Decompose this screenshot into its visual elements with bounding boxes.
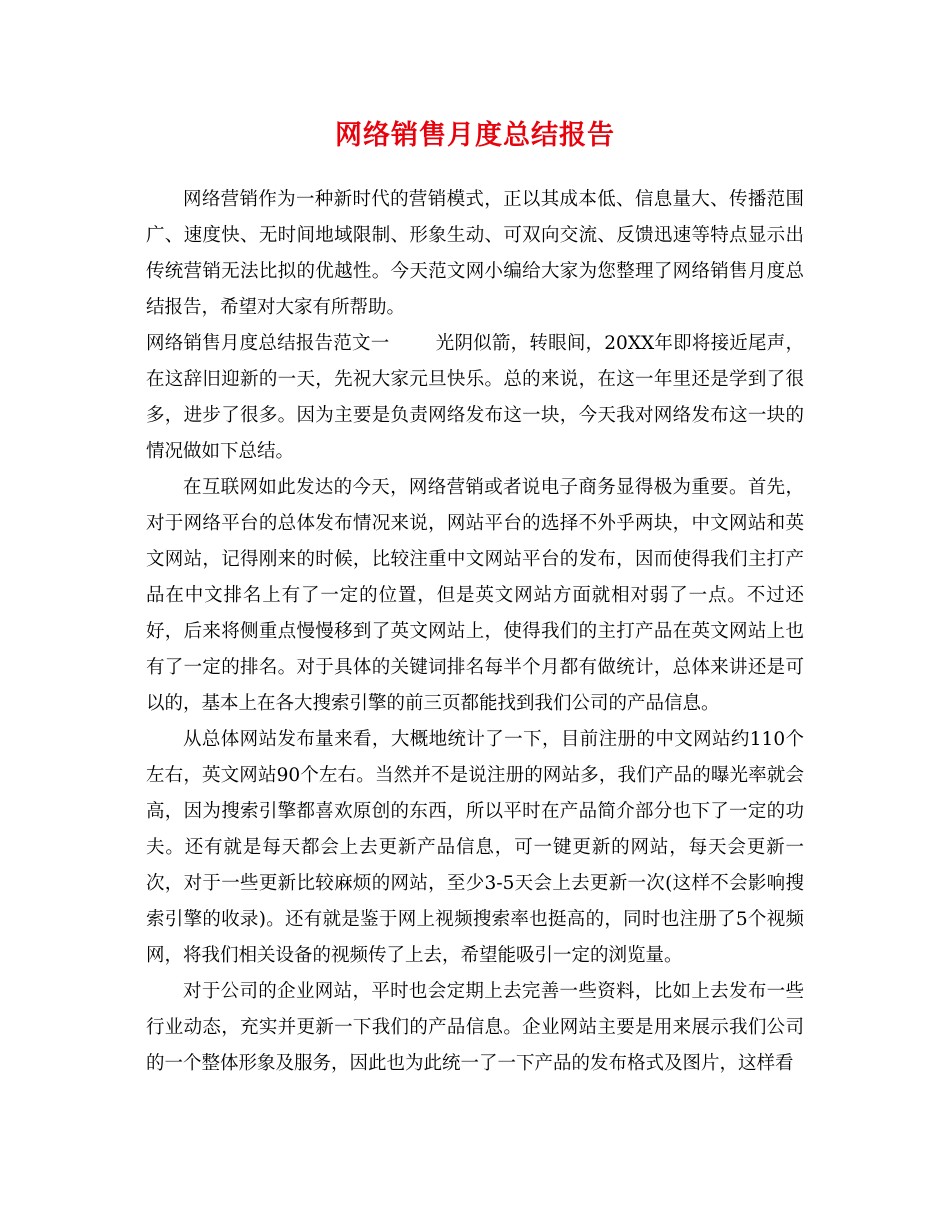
document-title: 网络销售月度总结报告 [335,120,615,151]
document-body [146,182,804,1082]
body-paragraph-1: 在互联网如此发达的今天，网络营销或者说电子商务显得极为重要。首先，对于网络平台的总体发布情况来说，网站平台的选择不外乎两块，中文网站和英文网站，记得刚来的时候，比较注重中文网站平台的发布，因而使得我们主打产品在中文排名上有了一定的位置，但是英文网站方面就相对弱了一点。不过还好，后来将侧重点慢慢移到了英文网站上，使得我们的主打产品在英文网站上也有了一定的排名。对于具体的关键词排名每半个月都有做统计，总体来讲还是可以的，基本上在各大搜索引擎的前三页都能找到我们公司的产品信息。 [146,477,804,714]
body-paragraph-2: 从总体网站发布量来看，大概地统计了一下，目前注册的中文网站约110个左右，英文网站90个左右。当然并不是说注册的网站多，我们产品的曝光率就会高，因为搜索引擎都喜欢原创的东西，所以平时在产品简介部分也下了一定的功夫。还有就是每天都会上去更新产品信息，可一键更新的网站，每天会更新一次，对于一些更新比较麻烦的网站，至少3-5天会上去更新一次(这样不会影响搜索引擎的收录)。还有就是鉴于网上视频搜索率也挺高的，同时也注册了5个视频网，将我们相关设备的视频传了上去，希望能吸引一定的浏览量。 [146,729,804,966]
body-paragraph-3: 对于公司的企业网站，平时也会定期上去完善一些资料，比如上去发布一些行业动态，充实并更新一下我们的产品信息。企业网站主要是用来展示我们公司的一个整体形象及服务，因此也为此统一了一下产品的发布格式及图片，这样看 [146,981,804,1074]
sample-opening-text: 光阴似箭，转眼间，20XX年即将接近尾声，在这辞旧迎新的一天，先祝大家元旦快乐。总的来说，在这一年里还是学到了很多，进步了很多。因为主要是负责网络发布这一块，今天我对网络发布这一块的情况做如下总结。 [146,333,804,462]
intro-paragraph: 网络营销作为一种新时代的营销模式，正以其成本低、信息量大、传播范围广、速度快、无时间地域限制、形象生动、可双向交流、反馈迅速等特点显示出传统营销无法比拟的优越性。今天范文网小编给大家为您整理了网络销售月度总结报告，希望对大家有所帮助。 [146,189,804,318]
sample-heading: 网络销售月度总结报告范文一 [146,333,390,354]
sample-paragraph [146,326,804,470]
